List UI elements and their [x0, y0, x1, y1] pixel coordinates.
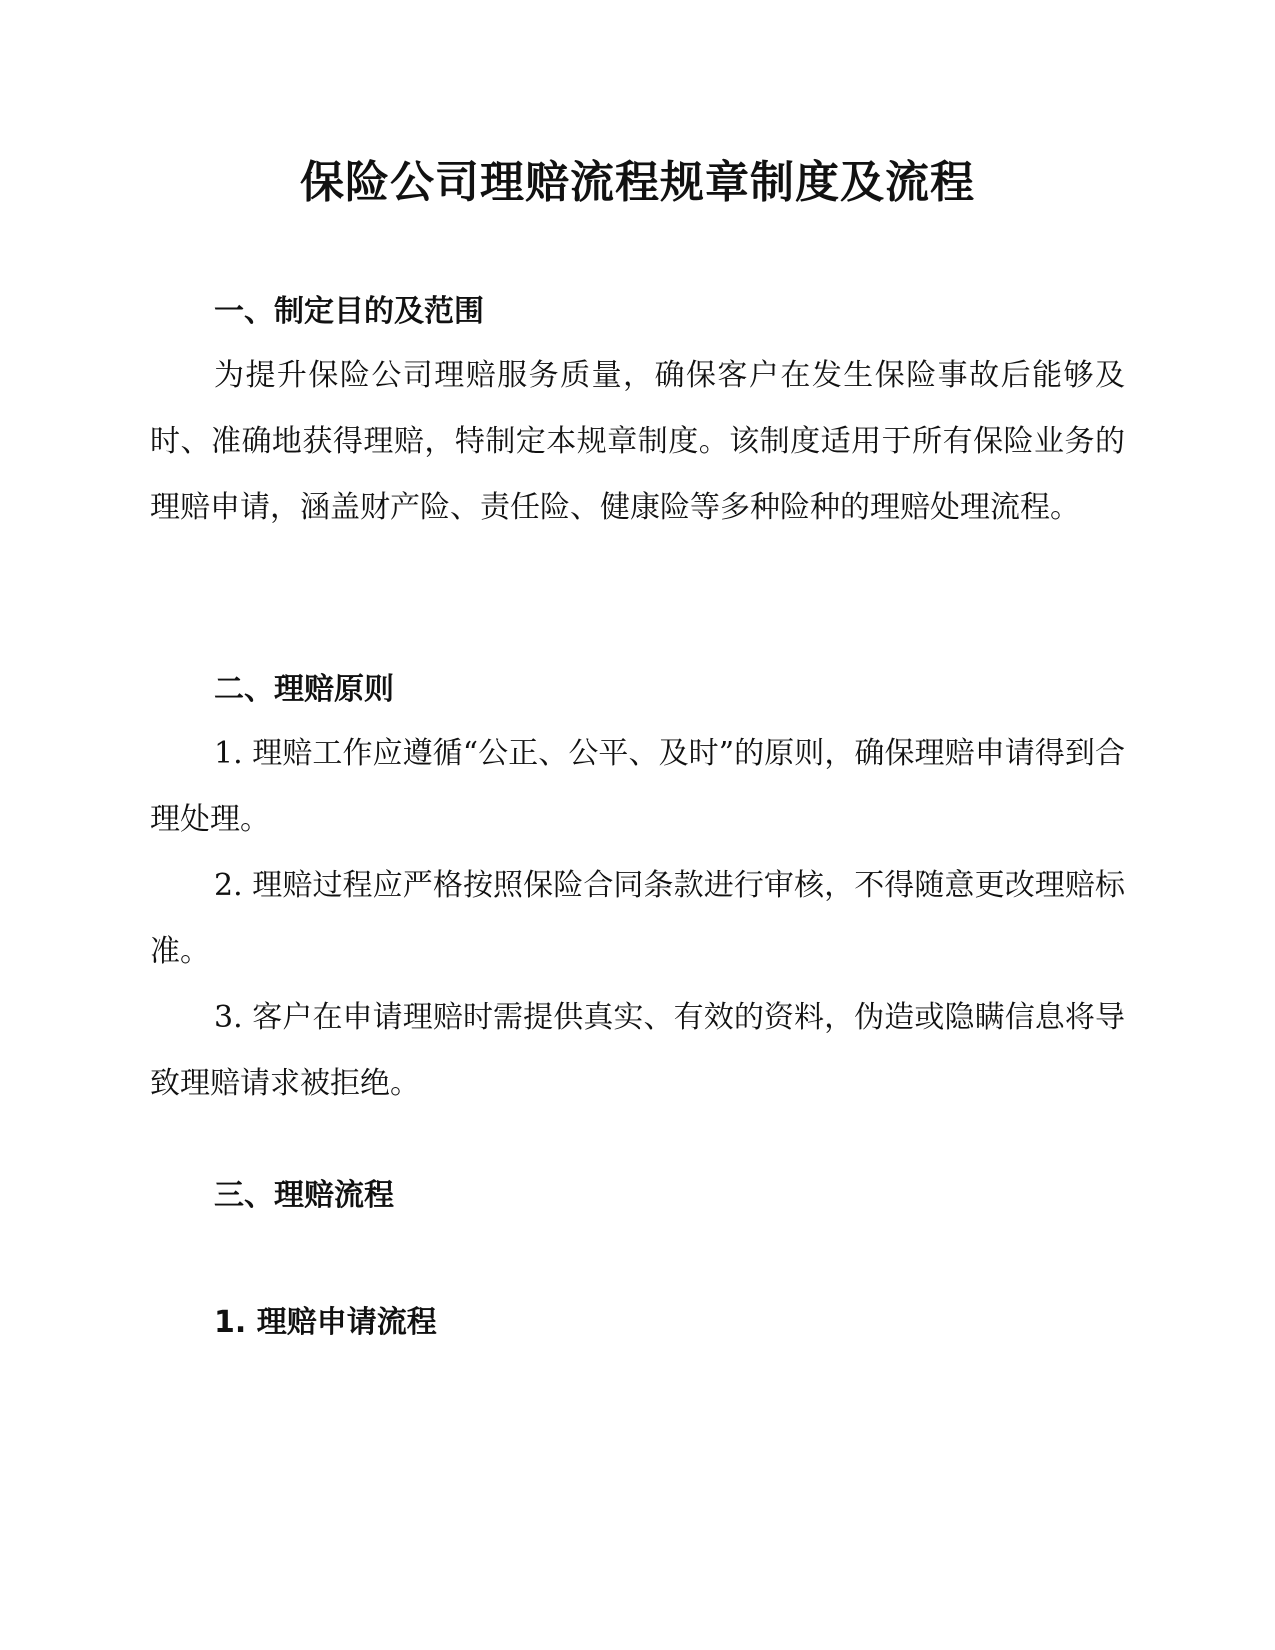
section-purpose-scope	[150, 292, 1125, 541]
section-paragraph: 为提升保险公司理赔服务质量，确保客户在发生保险事故后能够及时、准确地获得理赔，特制定本规章制度。该制度适用于所有保险业务的理赔申请，涵盖财产险、责任险、健康险等多种险种的理赔处理流程。	[150, 358, 1125, 525]
subsection-claim-application	[150, 1303, 1125, 1343]
principle-item-2: 2. 理赔过程应严格按照保险合同条款进行审核，不得随意更改理赔标准。	[150, 868, 1125, 969]
subsection-heading: 1. 理赔申请流程	[214, 1305, 437, 1340]
section-heading: 二、理赔原则	[214, 672, 394, 707]
section-heading: 三、理赔流程	[214, 1178, 394, 1213]
principle-item-1: 1. 理赔工作应遵循“公正、公平、及时”的原则，确保理赔申请得到合理处理。	[150, 736, 1125, 837]
document-title: 保险公司理赔流程规章制度及流程	[300, 157, 975, 208]
section-claim-process	[150, 1176, 1125, 1216]
section-claim-principles	[150, 670, 1125, 1117]
principle-item-3: 3. 客户在申请理赔时需提供真实、有效的资料，伪造或隐瞒信息将导致理赔请求被拒绝。	[150, 1000, 1125, 1101]
section-heading: 一、制定目的及范围	[214, 294, 484, 329]
